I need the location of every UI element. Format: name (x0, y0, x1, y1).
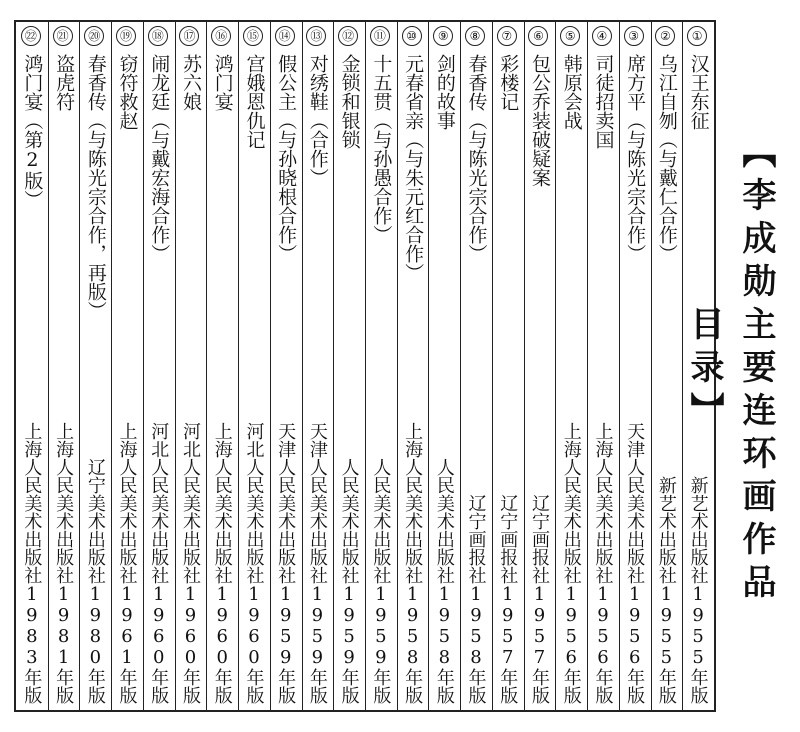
work-entry (48, 22, 80, 710)
work-title: 春香传（与陈光宗合作） (465, 54, 488, 263)
work-entry (619, 22, 651, 710)
entry-number: ⑯ (211, 26, 231, 46)
column-divider (79, 22, 80, 710)
entry-number: ⑥ (528, 26, 548, 46)
work-publisher: 新艺术出版社1955年版 (687, 476, 709, 704)
work-publisher: 天津人民美术出版社1959年版 (306, 422, 328, 704)
work-publisher: 上海人民美术出版社1956年版 (592, 422, 614, 704)
work-entry (365, 22, 397, 710)
entry-number: ④ (592, 26, 612, 46)
column-divider (651, 22, 652, 710)
work-title: 盗虎符 (53, 54, 76, 111)
column-divider (111, 22, 112, 710)
work-entry (111, 22, 143, 710)
work-title: 闹龙廷（与戴宏海合作） (148, 54, 171, 263)
entry-number: ⑦ (497, 26, 517, 46)
work-entry (460, 22, 492, 710)
column-divider (302, 22, 303, 710)
work-entry (587, 22, 619, 710)
work-title: 鸿门宴 (211, 54, 234, 111)
work-publisher: 上海人民美术出版社1981年版 (53, 422, 75, 704)
work-title: 窃符救赵 (116, 54, 139, 130)
work-title: 乌江自刎（与戴仁合作） (655, 54, 678, 263)
entry-number: ⑫ (338, 26, 358, 46)
work-entry (333, 22, 365, 710)
entry-number: ⑬ (306, 26, 326, 46)
work-publisher: 辽宁画报社1958年版 (465, 494, 487, 704)
work-entry (16, 22, 48, 710)
work-title: 汉王东征 (687, 54, 710, 130)
work-title: 假公主（与孙晓根合作） (275, 54, 298, 263)
work-publisher: 天津人民美术出版社1959年版 (275, 422, 297, 704)
entry-number: ② (655, 26, 675, 46)
entry-number: ⑮ (243, 26, 263, 46)
work-title: 席方平（与陈光宗合作） (624, 54, 647, 263)
entry-number: ⑰ (179, 26, 199, 46)
column-divider (238, 22, 239, 710)
entry-number: ⑱ (148, 26, 168, 46)
entry-number: ⑭ (275, 26, 295, 46)
work-entry (79, 22, 111, 710)
entry-number: ⑤ (560, 26, 580, 46)
column-divider (270, 22, 271, 710)
work-title: 韩原会战 (560, 54, 583, 130)
work-publisher: 河北人民美术出版社1960年版 (148, 422, 170, 704)
work-entry (428, 22, 460, 710)
entry-number: ⑲ (116, 26, 136, 46)
entry-number: ⑪ (370, 26, 390, 46)
work-title: 剑的故事 (433, 54, 456, 130)
column-divider (524, 22, 525, 710)
work-publisher: 上海人民美术出版社1961年版 (116, 422, 138, 704)
work-publisher: 上海人民美术出版社1958年版 (402, 422, 424, 704)
column-divider (555, 22, 556, 710)
work-entry (302, 22, 334, 710)
work-publisher: 新艺术出版社1955年版 (655, 476, 677, 704)
work-publisher: 人民美术出版社1959年版 (370, 458, 392, 704)
column-divider (333, 22, 334, 710)
work-entry (238, 22, 270, 710)
column-divider (175, 22, 176, 710)
column-divider (48, 22, 49, 710)
work-publisher: 辽宁美术出版社1980年版 (84, 458, 106, 704)
entry-number: ① (687, 26, 707, 46)
entry-number: ⑧ (465, 26, 485, 46)
entry-number: ⑳ (84, 26, 104, 46)
work-entry (524, 22, 556, 710)
entry-number: ㉑ (53, 26, 73, 46)
work-title: 司徒招卖国 (592, 54, 615, 149)
work-entry (492, 22, 524, 710)
work-title: 宫娥恩仇记 (243, 54, 266, 149)
work-entry (555, 22, 587, 710)
column-divider (397, 22, 398, 710)
work-title: 对绣鞋（合作） (306, 54, 329, 187)
work-title: 春香传（与陈光宗合作，再版） (84, 54, 107, 320)
work-entry (270, 22, 302, 710)
work-title: 包公乔装破疑案 (528, 54, 551, 187)
work-publisher: 河北人民美术出版社1960年版 (243, 422, 265, 704)
column-divider (143, 22, 144, 710)
entry-number: ⑩ (402, 26, 422, 46)
column-divider (587, 22, 588, 710)
work-entry (143, 22, 175, 710)
work-title: 元春省亲（与朱元红合作） (402, 54, 425, 282)
work-publisher: 天津人民美术出版社1956年版 (624, 422, 646, 704)
column-divider (619, 22, 620, 710)
work-publisher: 上海人民美术出版社1960年版 (211, 422, 233, 704)
entry-number: ⑨ (433, 26, 453, 46)
column-divider (365, 22, 366, 710)
work-publisher: 上海人民美术出版社1956年版 (560, 422, 582, 704)
work-publisher: 辽宁画报社1957年版 (497, 494, 519, 704)
work-publisher: 辽宁画报社1957年版 (528, 494, 550, 704)
entry-number: ③ (624, 26, 644, 46)
work-publisher: 人民美术出版社1958年版 (433, 458, 455, 704)
work-title: 十五贯（与孙愚合作） (370, 54, 393, 244)
work-entry (175, 22, 207, 710)
column-divider (460, 22, 461, 710)
column-divider (206, 22, 207, 710)
entry-number: ㉒ (21, 26, 41, 46)
work-publisher: 河北人民美术出版社1960年版 (179, 422, 201, 704)
work-title: 苏六娘 (179, 54, 202, 111)
work-publisher: 上海人民美术出版社1983年版 (21, 422, 43, 704)
column-divider (428, 22, 429, 710)
works-table (14, 20, 716, 712)
page-title: 【李成勋主要连环画作品目录】 (684, 134, 776, 607)
work-title: 金锁和银锁 (338, 54, 361, 149)
work-publisher: 人民美术出版社1959年版 (338, 458, 360, 704)
work-title: 彩楼记 (497, 54, 520, 111)
work-entry (397, 22, 429, 710)
column-divider (492, 22, 493, 710)
work-title: 鸿门宴（第2版） (21, 54, 44, 209)
work-entry (206, 22, 238, 710)
